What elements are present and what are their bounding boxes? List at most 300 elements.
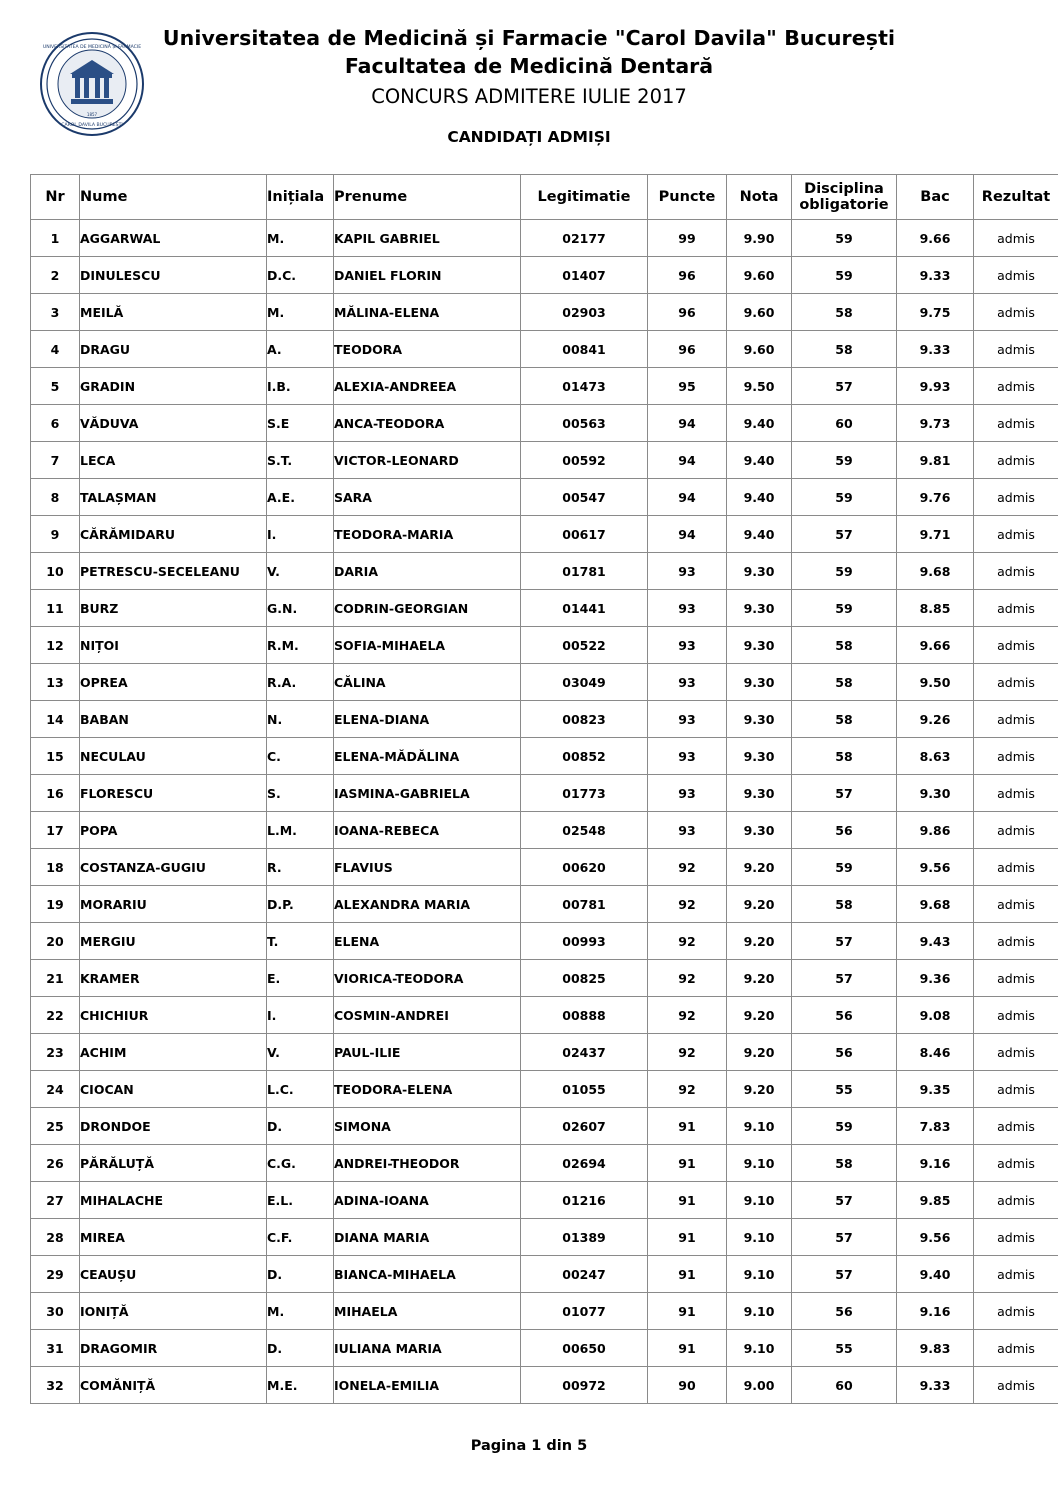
- table-row: [31, 553, 1058, 590]
- university-title: Universitatea de Medicină și Farmacie "Carol Davila" București: [162, 26, 896, 50]
- cell-nr: 24: [31, 1071, 80, 1108]
- cell-bac: 9.40: [897, 1256, 974, 1293]
- cell-nume: KRAMER: [80, 960, 267, 997]
- table-row: [31, 886, 1058, 923]
- table-row: [31, 1182, 1058, 1219]
- cell-puncte: 94: [648, 405, 727, 442]
- cell-legitimatie: 01781: [521, 553, 648, 590]
- cell-nota: 9.30: [727, 775, 792, 812]
- cell-nume: MERGIU: [80, 923, 267, 960]
- cell-legitimatie: 02177: [521, 220, 648, 257]
- cell-prenume: IULIANA MARIA: [334, 1330, 521, 1367]
- cell-legitimatie: 00620: [521, 849, 648, 886]
- cell-initiala: L.C.: [267, 1071, 334, 1108]
- cell-nr: 10: [31, 553, 80, 590]
- table-row: [31, 1293, 1058, 1330]
- cell-bac: 9.26: [897, 701, 974, 738]
- cell-initiala: I.B.: [267, 368, 334, 405]
- cell-disciplina: 59: [792, 849, 897, 886]
- cell-puncte: 92: [648, 960, 727, 997]
- page-footer: Pagina 1 din 5: [470, 1438, 588, 1454]
- cell-nota: 9.10: [727, 1293, 792, 1330]
- cell-bac: 9.33: [897, 331, 974, 368]
- cell-initiala: C.F.: [267, 1219, 334, 1256]
- cell-legitimatie: 01216: [521, 1182, 648, 1219]
- cell-prenume: CODRIN-GEORGIAN: [334, 590, 521, 627]
- cell-disciplina: 58: [792, 294, 897, 331]
- cell-legitimatie: 01077: [521, 1293, 648, 1330]
- cell-nota: 9.20: [727, 886, 792, 923]
- column-header-prenume: Prenume: [334, 175, 521, 220]
- cell-initiala: V.: [267, 553, 334, 590]
- cell-disciplina: 57: [792, 1256, 897, 1293]
- cell-bac: 9.43: [897, 923, 974, 960]
- cell-nume: MIREA: [80, 1219, 267, 1256]
- cell-initiala: S.E: [267, 405, 334, 442]
- cell-rezultat: admis: [974, 1182, 1058, 1219]
- table-row: [31, 1367, 1058, 1404]
- cell-bac: 9.83: [897, 1330, 974, 1367]
- cell-bac: 9.66: [897, 220, 974, 257]
- cell-nume: POPA: [80, 812, 267, 849]
- table-row: [31, 257, 1058, 294]
- cell-puncte: 93: [648, 701, 727, 738]
- cell-rezultat: admis: [974, 294, 1058, 331]
- cell-rezultat: admis: [974, 1145, 1058, 1182]
- cell-nota: 9.30: [727, 553, 792, 590]
- cell-nota: 9.40: [727, 442, 792, 479]
- cell-prenume: VICTOR-LEONARD: [334, 442, 521, 479]
- column-header-rezultat: Rezultat: [974, 175, 1058, 220]
- cell-nota: 9.20: [727, 849, 792, 886]
- cell-bac: 9.16: [897, 1145, 974, 1182]
- cell-bac: 9.66: [897, 627, 974, 664]
- cell-nume: NECULAU: [80, 738, 267, 775]
- cell-disciplina: 59: [792, 442, 897, 479]
- cell-nota: 9.10: [727, 1108, 792, 1145]
- cell-legitimatie: 01407: [521, 257, 648, 294]
- cell-nume: CIOCAN: [80, 1071, 267, 1108]
- cell-bac: 9.50: [897, 664, 974, 701]
- cell-nume: AGGARWAL: [80, 220, 267, 257]
- cell-disciplina: 58: [792, 664, 897, 701]
- cell-puncte: 91: [648, 1293, 727, 1330]
- table-row: [31, 627, 1058, 664]
- column-header-disciplina: [792, 175, 897, 220]
- cell-rezultat: admis: [974, 997, 1058, 1034]
- cell-nr: 1: [31, 220, 80, 257]
- table-row: [31, 701, 1058, 738]
- cell-legitimatie: 00972: [521, 1367, 648, 1404]
- cell-nume: DRAGU: [80, 331, 267, 368]
- cell-disciplina: 59: [792, 220, 897, 257]
- cell-bac: 9.56: [897, 849, 974, 886]
- cell-bac: 9.16: [897, 1293, 974, 1330]
- cell-legitimatie: 02607: [521, 1108, 648, 1145]
- cell-initiala: I.: [267, 516, 334, 553]
- cell-nr: 2: [31, 257, 80, 294]
- cell-nume: DINULESCU: [80, 257, 267, 294]
- cell-disciplina: 60: [792, 1367, 897, 1404]
- column-header-disciplina-line1: Disciplina: [804, 181, 884, 197]
- cell-rezultat: admis: [974, 1367, 1058, 1404]
- cell-nr: 27: [31, 1182, 80, 1219]
- cell-nota: 9.10: [727, 1330, 792, 1367]
- table-row: [31, 220, 1058, 257]
- cell-nr: 23: [31, 1034, 80, 1071]
- cell-nota: 9.10: [727, 1219, 792, 1256]
- cell-legitimatie: 00825: [521, 960, 648, 997]
- cell-prenume: ALEXANDRA MARIA: [334, 886, 521, 923]
- cell-nume: ACHIM: [80, 1034, 267, 1071]
- cell-disciplina: 59: [792, 257, 897, 294]
- cell-puncte: 92: [648, 1034, 727, 1071]
- cell-rezultat: admis: [974, 1330, 1058, 1367]
- cell-nr: 14: [31, 701, 80, 738]
- cell-nota: 9.30: [727, 701, 792, 738]
- cell-puncte: 94: [648, 442, 727, 479]
- cell-nota: 9.10: [727, 1182, 792, 1219]
- cell-nota: 9.20: [727, 1071, 792, 1108]
- cell-bac: 9.30: [897, 775, 974, 812]
- cell-nota: 9.90: [727, 220, 792, 257]
- cell-nume: BURZ: [80, 590, 267, 627]
- cell-nota: 9.40: [727, 405, 792, 442]
- cell-nume: LECA: [80, 442, 267, 479]
- cell-nota: 9.00: [727, 1367, 792, 1404]
- cell-legitimatie: 00888: [521, 997, 648, 1034]
- cell-legitimatie: 01389: [521, 1219, 648, 1256]
- cell-nota: 9.60: [727, 331, 792, 368]
- table-row: [31, 368, 1058, 405]
- cell-rezultat: admis: [974, 923, 1058, 960]
- cell-nume: TALAȘMAN: [80, 479, 267, 516]
- cell-puncte: 92: [648, 997, 727, 1034]
- cell-prenume: VIORICA-TEODORA: [334, 960, 521, 997]
- cell-bac: 9.85: [897, 1182, 974, 1219]
- cell-bac: 9.56: [897, 1219, 974, 1256]
- cell-disciplina: 58: [792, 331, 897, 368]
- cell-prenume: SOFIA-MIHAELA: [334, 627, 521, 664]
- cell-disciplina: 58: [792, 738, 897, 775]
- cell-puncte: 93: [648, 775, 727, 812]
- cell-disciplina: 56: [792, 812, 897, 849]
- cell-nota: 9.30: [727, 590, 792, 627]
- cell-prenume: BIANCA-MIHAELA: [334, 1256, 521, 1293]
- cell-nota: 9.50: [727, 368, 792, 405]
- cell-nr: 30: [31, 1293, 80, 1330]
- table-row: [31, 775, 1058, 812]
- cell-nota: 9.60: [727, 257, 792, 294]
- cell-rezultat: admis: [974, 1034, 1058, 1071]
- cell-nr: 18: [31, 849, 80, 886]
- cell-disciplina: 59: [792, 1108, 897, 1145]
- cell-puncte: 91: [648, 1256, 727, 1293]
- cell-legitimatie: 00547: [521, 479, 648, 516]
- cell-legitimatie: 00650: [521, 1330, 648, 1367]
- cell-nr: 5: [31, 368, 80, 405]
- cell-rezultat: admis: [974, 405, 1058, 442]
- cell-nume: MIHALACHE: [80, 1182, 267, 1219]
- cell-nr: 21: [31, 960, 80, 997]
- cell-puncte: 93: [648, 553, 727, 590]
- cell-rezultat: admis: [974, 1219, 1058, 1256]
- page-subtitle: CANDIDAȚI ADMIȘI: [447, 128, 611, 146]
- cell-nr: 3: [31, 294, 80, 331]
- cell-prenume: TEODORA: [334, 331, 521, 368]
- cell-nr: 8: [31, 479, 80, 516]
- cell-nr: 28: [31, 1219, 80, 1256]
- cell-nota: 9.20: [727, 923, 792, 960]
- cell-prenume: SIMONA: [334, 1108, 521, 1145]
- cell-rezultat: admis: [974, 1256, 1058, 1293]
- svg-text:CAROL DAVILA BUCUREȘTI: CAROL DAVILA BUCUREȘTI: [61, 123, 123, 128]
- cell-legitimatie: 01773: [521, 775, 648, 812]
- cell-nume: IONIȚĂ: [80, 1293, 267, 1330]
- cell-nr: 7: [31, 442, 80, 479]
- cell-prenume: DARIA: [334, 553, 521, 590]
- cell-disciplina: 57: [792, 923, 897, 960]
- university-crest-icon: [38, 30, 146, 138]
- cell-rezultat: admis: [974, 664, 1058, 701]
- cell-prenume: ALEXIA-ANDREEA: [334, 368, 521, 405]
- table-row: [31, 1108, 1058, 1145]
- cell-bac: 9.33: [897, 1367, 974, 1404]
- cell-nume: COMĂNIȚĂ: [80, 1367, 267, 1404]
- cell-puncte: 91: [648, 1219, 727, 1256]
- table-row: [31, 1145, 1058, 1182]
- table-row: [31, 516, 1058, 553]
- cell-rezultat: admis: [974, 1071, 1058, 1108]
- cell-initiala: S.T.: [267, 442, 334, 479]
- cell-bac: 7.83: [897, 1108, 974, 1145]
- cell-rezultat: admis: [974, 257, 1058, 294]
- cell-bac: 9.73: [897, 405, 974, 442]
- cell-initiala: M.E.: [267, 1367, 334, 1404]
- cell-initiala: R.M.: [267, 627, 334, 664]
- cell-puncte: 92: [648, 1071, 727, 1108]
- cell-nume: DRONDOE: [80, 1108, 267, 1145]
- cell-legitimatie: 00522: [521, 627, 648, 664]
- cell-rezultat: admis: [974, 442, 1058, 479]
- cell-puncte: 92: [648, 849, 727, 886]
- column-header-nume: Nume: [80, 175, 267, 220]
- cell-nr: 4: [31, 331, 80, 368]
- cell-disciplina: 60: [792, 405, 897, 442]
- cell-prenume: SARA: [334, 479, 521, 516]
- column-header-bac: Bac: [897, 175, 974, 220]
- cell-puncte: 93: [648, 590, 727, 627]
- cell-nr: 19: [31, 886, 80, 923]
- cell-nr: 20: [31, 923, 80, 960]
- cell-nota: 9.20: [727, 1034, 792, 1071]
- table-row: [31, 479, 1058, 516]
- cell-puncte: 93: [648, 664, 727, 701]
- cell-nr: 31: [31, 1330, 80, 1367]
- cell-prenume: FLAVIUS: [334, 849, 521, 886]
- cell-disciplina: 57: [792, 1219, 897, 1256]
- cell-nota: 9.10: [727, 1256, 792, 1293]
- cell-bac: 9.86: [897, 812, 974, 849]
- cell-nr: 6: [31, 405, 80, 442]
- cell-initiala: A.E.: [267, 479, 334, 516]
- cell-prenume: ELENA-DIANA: [334, 701, 521, 738]
- cell-rezultat: admis: [974, 590, 1058, 627]
- cell-prenume: TEODORA-ELENA: [334, 1071, 521, 1108]
- cell-legitimatie: 00841: [521, 331, 648, 368]
- cell-disciplina: 57: [792, 960, 897, 997]
- cell-nume: COSTANZA-GUGIU: [80, 849, 267, 886]
- table-row: [31, 664, 1058, 701]
- cell-legitimatie: 01055: [521, 1071, 648, 1108]
- cell-puncte: 96: [648, 331, 727, 368]
- cell-disciplina: 56: [792, 997, 897, 1034]
- cell-prenume: DIANA MARIA: [334, 1219, 521, 1256]
- cell-nota: 9.20: [727, 960, 792, 997]
- cell-initiala: V.: [267, 1034, 334, 1071]
- cell-nume: GRADIN: [80, 368, 267, 405]
- cell-bac: 9.68: [897, 553, 974, 590]
- cell-nr: 9: [31, 516, 80, 553]
- column-header-disciplina-line2: obligatorie: [799, 197, 889, 213]
- cell-prenume: IOANA-REBECA: [334, 812, 521, 849]
- cell-prenume: COSMIN-ANDREI: [334, 997, 521, 1034]
- cell-puncte: 94: [648, 479, 727, 516]
- cell-bac: 8.85: [897, 590, 974, 627]
- cell-prenume: IASMINA-GABRIELA: [334, 775, 521, 812]
- cell-nume: CĂRĂMIDARU: [80, 516, 267, 553]
- cell-legitimatie: 01473: [521, 368, 648, 405]
- faculty-title: Facultatea de Medicină Dentară: [344, 54, 714, 78]
- cell-disciplina: 58: [792, 627, 897, 664]
- cell-nota: 9.30: [727, 812, 792, 849]
- cell-nr: 26: [31, 1145, 80, 1182]
- cell-rezultat: admis: [974, 960, 1058, 997]
- cell-nume: OPREA: [80, 664, 267, 701]
- cell-initiala: N.: [267, 701, 334, 738]
- cell-initiala: R.A.: [267, 664, 334, 701]
- cell-nume: PETRESCU-SECELEANU: [80, 553, 267, 590]
- cell-initiala: G.N.: [267, 590, 334, 627]
- cell-nr: 29: [31, 1256, 80, 1293]
- table-row: [31, 1071, 1058, 1108]
- cell-prenume: KAPIL GABRIEL: [334, 220, 521, 257]
- cell-disciplina: 56: [792, 1293, 897, 1330]
- table-row: [31, 405, 1058, 442]
- cell-rezultat: admis: [974, 627, 1058, 664]
- admitted-candidates-table: [30, 174, 1058, 1404]
- cell-nume: PĂRĂLUȚĂ: [80, 1145, 267, 1182]
- cell-prenume: MĂLINA-ELENA: [334, 294, 521, 331]
- cell-initiala: D.P.: [267, 886, 334, 923]
- cell-nota: 9.30: [727, 627, 792, 664]
- cell-bac: 8.63: [897, 738, 974, 775]
- table-row: [31, 997, 1058, 1034]
- cell-initiala: I.: [267, 997, 334, 1034]
- cell-puncte: 99: [648, 220, 727, 257]
- cell-nr: 11: [31, 590, 80, 627]
- cell-nr: 17: [31, 812, 80, 849]
- cell-rezultat: admis: [974, 849, 1058, 886]
- cell-bac: 9.71: [897, 516, 974, 553]
- cell-legitimatie: 01441: [521, 590, 648, 627]
- cell-nume: FLORESCU: [80, 775, 267, 812]
- cell-prenume: DANIEL FLORIN: [334, 257, 521, 294]
- table-row: [31, 331, 1058, 368]
- column-header-initiala: Inițiala: [267, 175, 334, 220]
- cell-legitimatie: 00781: [521, 886, 648, 923]
- cell-puncte: 93: [648, 812, 727, 849]
- cell-bac: 9.33: [897, 257, 974, 294]
- table-row: [31, 1034, 1058, 1071]
- cell-legitimatie: 00592: [521, 442, 648, 479]
- cell-nr: 12: [31, 627, 80, 664]
- cell-nume: CEAUȘU: [80, 1256, 267, 1293]
- cell-bac: 9.36: [897, 960, 974, 997]
- cell-rezultat: admis: [974, 1108, 1058, 1145]
- table-row: [31, 1256, 1058, 1293]
- cell-disciplina: 59: [792, 479, 897, 516]
- table-row: [31, 738, 1058, 775]
- cell-legitimatie: 00563: [521, 405, 648, 442]
- cell-prenume: ELENA-MĂDĂLINA: [334, 738, 521, 775]
- exam-title: CONCURS ADMITERE IULIE 2017: [371, 85, 687, 108]
- cell-nr: 32: [31, 1367, 80, 1404]
- cell-bac: 9.68: [897, 886, 974, 923]
- cell-rezultat: admis: [974, 220, 1058, 257]
- cell-bac: 9.76: [897, 479, 974, 516]
- cell-puncte: 91: [648, 1145, 727, 1182]
- cell-legitimatie: 00247: [521, 1256, 648, 1293]
- cell-legitimatie: 00852: [521, 738, 648, 775]
- cell-initiala: M.: [267, 220, 334, 257]
- cell-disciplina: 57: [792, 516, 897, 553]
- cell-puncte: 90: [648, 1367, 727, 1404]
- cell-rezultat: admis: [974, 479, 1058, 516]
- cell-prenume: CĂLINA: [334, 664, 521, 701]
- cell-initiala: M.: [267, 1293, 334, 1330]
- cell-initiala: D.: [267, 1330, 334, 1367]
- cell-rezultat: admis: [974, 812, 1058, 849]
- cell-rezultat: admis: [974, 775, 1058, 812]
- cell-puncte: 95: [648, 368, 727, 405]
- cell-disciplina: 55: [792, 1330, 897, 1367]
- cell-nume: MEILĂ: [80, 294, 267, 331]
- cell-disciplina: 58: [792, 701, 897, 738]
- cell-rezultat: admis: [974, 331, 1058, 368]
- cell-prenume: TEODORA-MARIA: [334, 516, 521, 553]
- cell-prenume: ANDREI-THEODOR: [334, 1145, 521, 1182]
- cell-bac: 9.08: [897, 997, 974, 1034]
- cell-disciplina: 58: [792, 1145, 897, 1182]
- table-row: [31, 812, 1058, 849]
- cell-initiala: L.M.: [267, 812, 334, 849]
- cell-disciplina: 58: [792, 886, 897, 923]
- cell-prenume: ELENA: [334, 923, 521, 960]
- cell-nota: 9.20: [727, 997, 792, 1034]
- cell-initiala: T.: [267, 923, 334, 960]
- cell-rezultat: admis: [974, 368, 1058, 405]
- cell-initiala: C.: [267, 738, 334, 775]
- cell-puncte: 93: [648, 738, 727, 775]
- cell-bac: 8.46: [897, 1034, 974, 1071]
- cell-puncte: 91: [648, 1108, 727, 1145]
- cell-initiala: A.: [267, 331, 334, 368]
- cell-initiala: E.L.: [267, 1182, 334, 1219]
- cell-prenume: IONELA-EMILIA: [334, 1367, 521, 1404]
- cell-initiala: D.C.: [267, 257, 334, 294]
- cell-legitimatie: 00617: [521, 516, 648, 553]
